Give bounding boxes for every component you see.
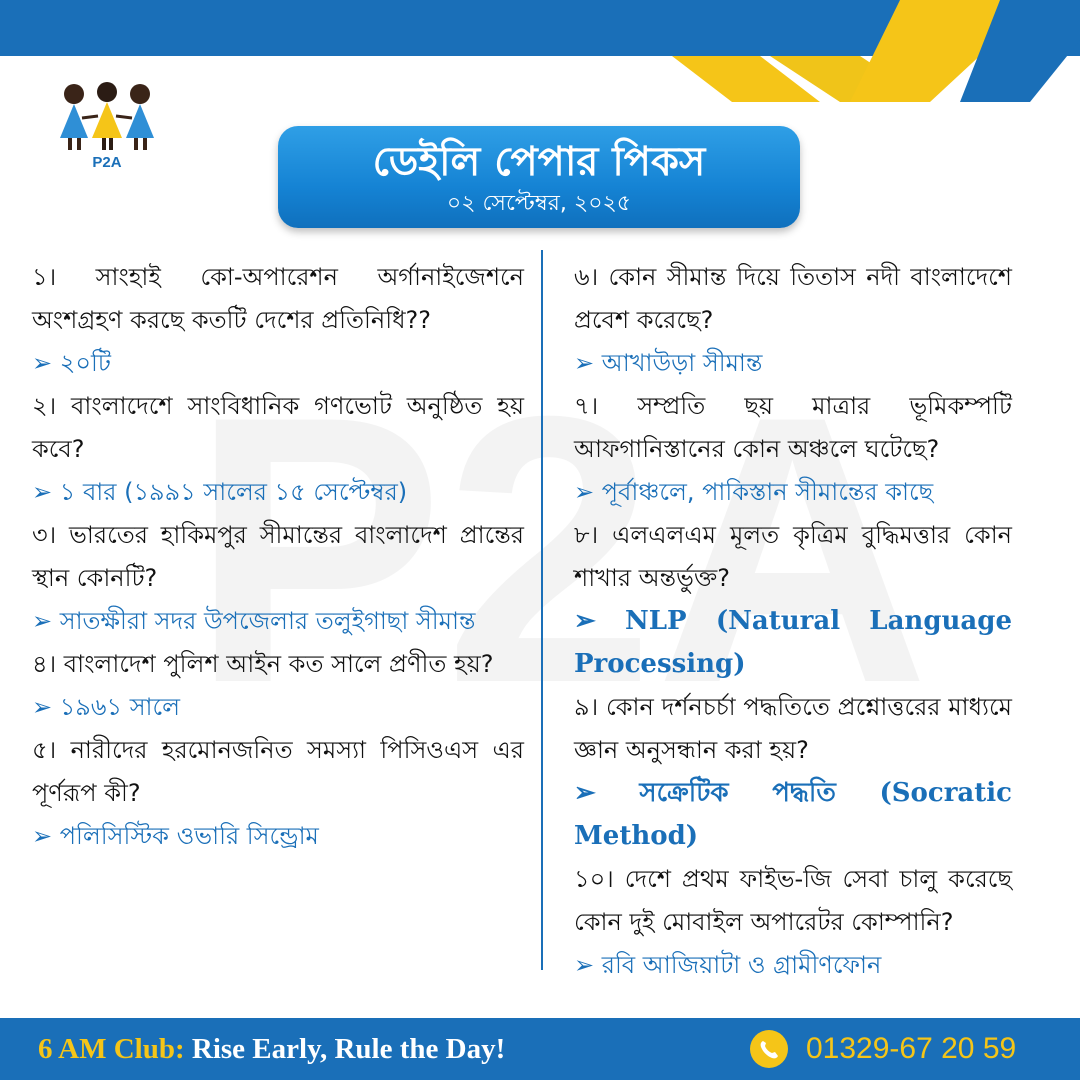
question-7: ৭। সম্প্রতি ছয় মাত্রার ভূমিকম্পটি আফগানিস্তানের কোন অঞ্চলে ঘটেছে? (574, 392, 1012, 463)
answer-9: ➢ সক্রেটিক পদ্ধতি (Socratic (574, 778, 1012, 808)
question-4: ৪। বাংলাদেশ পুলিশ আইন কত সালে প্রণীত হয়? (32, 650, 494, 678)
page-date: ০২ সেপ্টেম্বর, ২০২৫ (446, 191, 632, 216)
footer-bar (0, 1018, 1080, 1080)
question-3: ৩। ভারতের হাকিমপুর সীমান্তের বাংলাদেশ প্রান্তের স্থান কোনটি? (32, 521, 524, 592)
slogan-text: Rise Early, Rule the Day! (184, 1033, 506, 1065)
question-1: ১। সাংহাই কো-অপারেশন অর্গানাইজেশনে অংশগ্রহণ করছে কতটি দেশের প্রতিনিধি?? (32, 263, 524, 334)
whatsapp-phone-icon (750, 1030, 788, 1068)
answer-7: ➢ পূর্বাঞ্চলে, পাকিস্তান সীমান্তের কাছে (574, 478, 934, 506)
answer-8-continued: Processing) (574, 649, 746, 679)
answer-6: ➢ আখাউড়া সীমান্ত (574, 349, 763, 377)
page-title: ডেইলি পেপার পিকস (372, 139, 706, 185)
column-divider (541, 250, 543, 970)
footer-phone-number[interactable]: 01329-67 20 59 (806, 1032, 1017, 1065)
p2a-logo (52, 82, 162, 178)
answer-5: ➢ পলিসিস্টিক ওভারি সিন্ড্রোম (32, 822, 319, 850)
answer-1: ➢ ২০টি (32, 349, 111, 377)
logo-text: P2A (92, 154, 122, 171)
answer-9-continued: Method) (574, 821, 699, 851)
footer-slogan (38, 1028, 505, 1070)
decorative-stripes (0, 0, 1080, 110)
children-logo-icon (52, 82, 162, 154)
right-column (574, 256, 1012, 987)
left-column (32, 256, 524, 858)
answer-4: ➢ ১৯৬১ সালে (32, 693, 181, 721)
answer-8: ➢ NLP (Natural Language (574, 606, 1012, 636)
answer-10: ➢ রবি আজিয়াটা ও গ্রামীণফোন (574, 951, 882, 979)
answer-3: ➢ সাতক্ষীরা সদর উপজেলার তলুইগাছা সীমান্ত (32, 607, 476, 635)
question-9: ৯। কোন দর্শনচর্চা পদ্ধতিতে প্রশ্নোত্তরের মাধ্যমে জ্ঞান অনুসন্ধান করা হয়? (574, 693, 1012, 764)
question-8: ৮। এলএলএম মূলত কৃত্রিম বুদ্ধিমত্তার কোন শাখার অন্তর্ভুক্ত? (574, 521, 1012, 592)
slogan-highlight: 6 AM Club: (38, 1033, 185, 1065)
answer-2: ➢ ১ বার (১৯৯১ সালের ১৫ সেপ্টেম্বর) (32, 478, 408, 506)
question-6: ৬। কোন সীমান্ত দিয়ে তিতাস নদী বাংলাদেশে প্রবেশ করেছে? (574, 263, 1012, 334)
title-banner (278, 126, 800, 228)
question-5: ৫। নারীদের হরমোনজনিত সমস্যা পিসিওএস এর পূর্ণরূপ কী? (32, 736, 524, 807)
question-10: ১০। দেশে প্রথম ফাইভ-জি সেবা চালু করেছে কোন দুই মোবাইল অপারেটর কোম্পানি? (574, 865, 1012, 936)
question-2: ২। বাংলাদেশে সাংবিধানিক গণভোট অনুষ্ঠিত হয় কবে? (32, 392, 524, 463)
